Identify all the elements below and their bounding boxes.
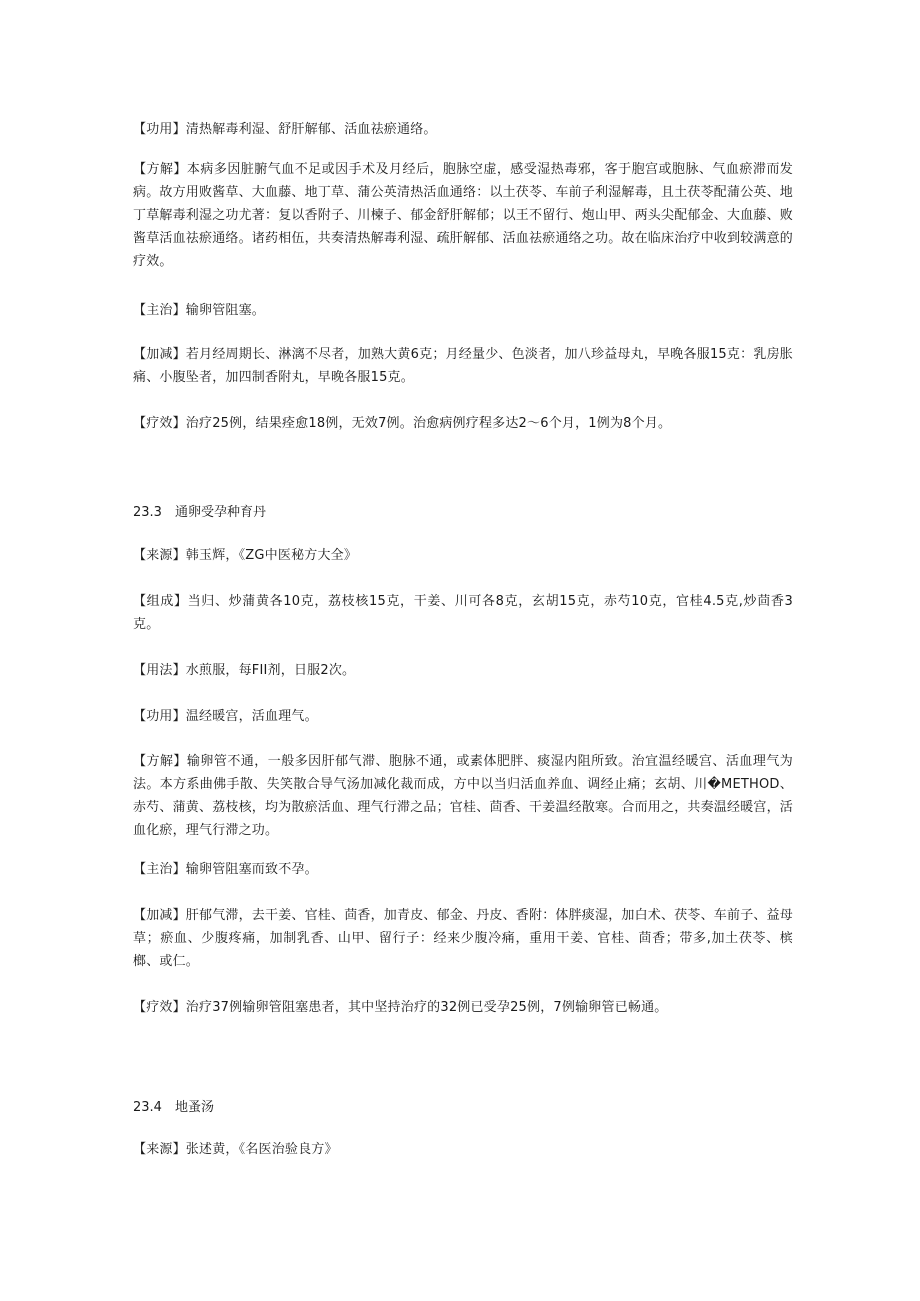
gongyong-paragraph-2: 【功用】温经暖宫，活血理气。 xyxy=(133,709,318,724)
section-number: 23.3 xyxy=(133,505,162,520)
yongfa-paragraph: 【用法】水煎服，每FII剂，日服2次。 xyxy=(133,663,356,678)
section-number-2: 23.4 xyxy=(133,1100,162,1115)
laiyuan-paragraph: 【来源】韩玉辉，《ZG中医秘方大全》 xyxy=(133,548,358,563)
section-heading-23-4 xyxy=(133,1096,793,1119)
section-heading-23-3 xyxy=(133,501,793,524)
jiajian-paragraph-2: 【加减】肝郁气滞，去干姜、官桂、茴香，加青皮、郁金、丹皮、香附：体胖痰湿，加白术、茯苓、车前子、益母草；瘀血、少腹疼痛，加制乳香、山甲、留行子：经来少腹冷痛，重用干姜、官桂、茴香；带多,加土茯苓、槟榔、或仁。 xyxy=(133,908,794,969)
zhuzhi-paragraph-2: 【主治】输卵管阻塞而致不孕。 xyxy=(133,862,318,877)
gongyong-paragraph: 【功用】清热解毒利湿、舒肝解郁、活血祛瘀通络。 xyxy=(133,122,437,137)
section-title: 通卵受孕种育丹 xyxy=(175,505,267,520)
fangjie-paragraph-2: 【方解】输卵管不通，一般多因肝郁气滞、胞脉不通，或素体肥胖、痰湿内阻所致。治宜温经暖宫、活血理气为法。本方系曲佛手散、失笑散合导气汤加减化裁而成，方中以当归活血养血、调经止痛；玄胡、川�METHOD、赤芍、蒲黄、荔枝核，均为散瘀活血、理气行滞之品；官桂、茴香、干姜温经散寒。合而用之，共奏温经暖宫，活血化瘀，理气行滞之功。 xyxy=(133,754,794,838)
liaoxiao-paragraph-2: 【疗效】治疗37例输卵管阻塞患者，其中坚持治疗的32例已受孕25例，7例输卵管已畅通。 xyxy=(133,1000,668,1015)
laiyuan-paragraph-2: 【来源】张述黄，《名医治验良方》 xyxy=(133,1142,338,1157)
zucheng-paragraph: 【组成】当归、炒蒲黄各10克，荔枝核15克，干姜、川可各8克，玄胡15克，赤芍10克，官桂4.5克,炒茴香3克。 xyxy=(133,594,793,632)
jiajian-paragraph: 【加减】若月经周期长、淋漓不尽者，加熟大黄6克；月经量少、色淡者，加八珍益母丸，早晚各服15克：乳房胀痛、小腹坠者，加四制香附丸，早晚各服15克。 xyxy=(133,347,793,385)
fangjie-paragraph: 【方解】本病多因脏腑气血不足或因手术及月经后，胞脉空虚，感受湿热毒邪，客于胞宫或胞脉、气血瘀滞而发病。故方用败酱草、大血藤、地丁草、蒲公英清热活血通络：以土茯苓、车前子利湿解毒，且土茯苓配蒲公英、地丁草解毒利湿之功尤著：复以香附子、川楝子、郁金舒肝解郁；以王不留行、炮山甲、两头尖配郁金、大血藤、败酱草活血祛瘀通络。诸药相伍，共奏清热解毒利湿、疏肝解郁、活血祛瘀通络之功。故在临床治疗中收到较满意的疗效。 xyxy=(133,162,794,269)
zhuzhi-paragraph: 【主治】输卵管阻塞。 xyxy=(133,303,266,318)
liaoxiao-paragraph: 【疗效】治疗25例，结果痊愈18例，无效7例。治愈病例疗程多达2～6个月，1例为8个月。 xyxy=(133,416,672,431)
section-title-2: 地蚤汤 xyxy=(175,1100,215,1115)
